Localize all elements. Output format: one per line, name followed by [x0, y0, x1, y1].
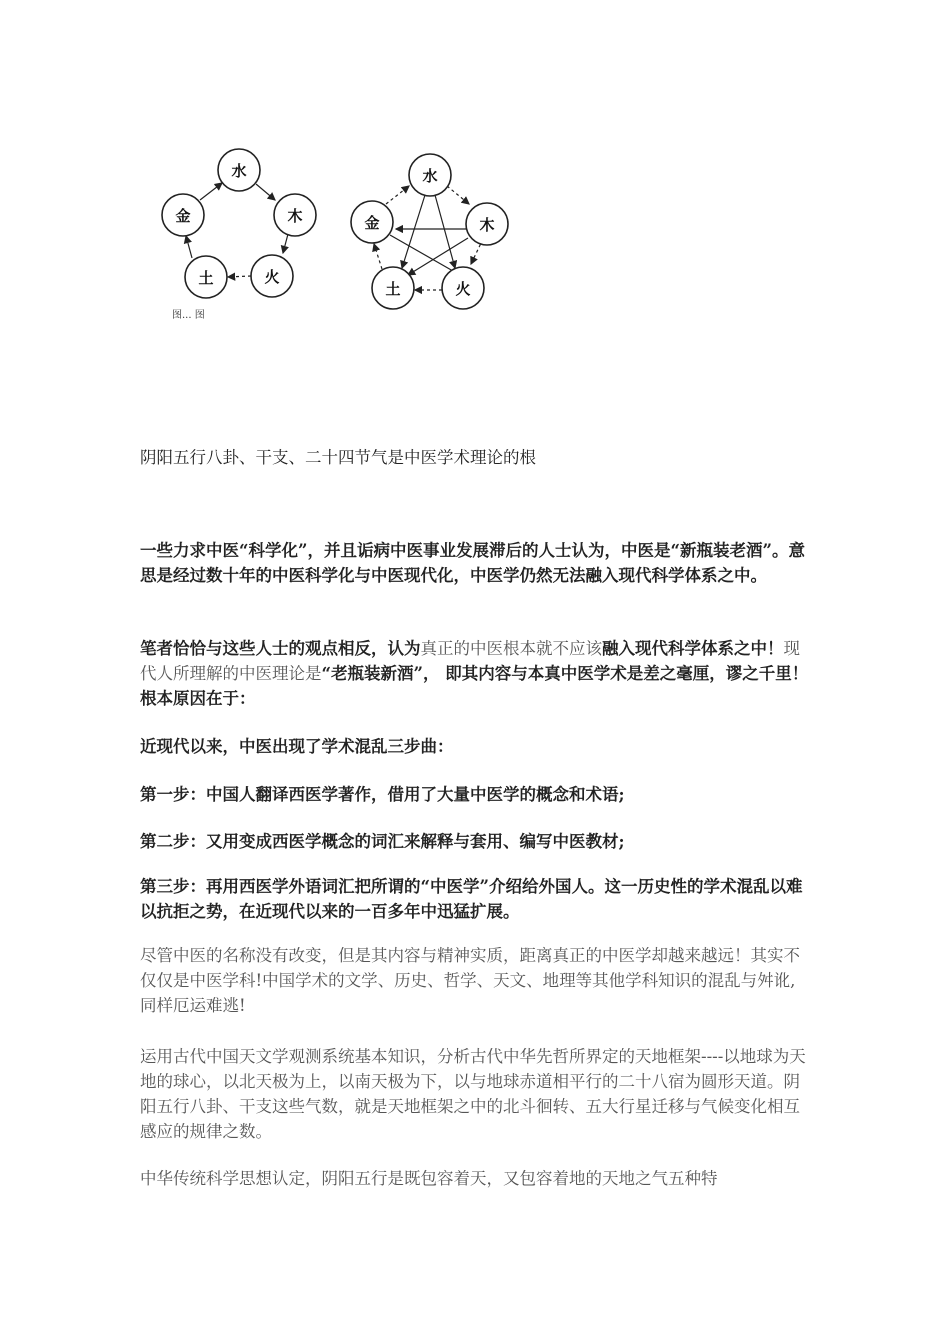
five-elements-svg [150, 140, 530, 320]
edge-r-earth-metal [374, 244, 382, 269]
svg-text:土: 土 [385, 280, 401, 298]
paragraph-8: 运用古代中国天文学观测系统基本知识，分析古代中华先哲所界定的天地框架----以地球为天地的球心，以北天极为上，以南天极为下，以与地球赤道相平行的二十八宿为圆形天道。阴阳五行八卦、干支这些气数，就是天地框架之中的北斗徊转、五大行星迁移与气候变化相互感应的规律之数。 [140, 1047, 806, 1141]
svg-text:木: 木 [287, 207, 303, 225]
edge-r-water-fire [402, 195, 425, 268]
step-1: 第一步：中国人翻译西医学著作，借用了大量中医学的概念和术语; [140, 785, 625, 804]
node-wood-right [466, 203, 508, 245]
node-fire-right [442, 267, 484, 309]
step-3: 第三步：再用西医学外语词汇把所谓的“中医学”介绍给外国人。这一历史性的学术混乱以难以抗拒之势，在近现代以来的一百多年中迅猛扩展。 [140, 877, 803, 921]
section-heading: 阴阳五行八卦、干支、二十四节气是中医学术理论的根 [140, 448, 536, 467]
edge-fire-earth [228, 276, 251, 277]
svg-text:土: 土 [198, 269, 214, 287]
paragraph-1: 一些力求中医“科学化”，并且诟病中医事业发展滞后的人士认为，中医是“新瓶装老酒”。意思是经过数十年的中医科学化与中医现代化，中医学仍然无法融入现代科学体系之中。 [140, 541, 805, 585]
node-wood-left [274, 194, 316, 236]
edge-r-metal-water [386, 186, 409, 204]
svg-text:水: 水 [422, 167, 438, 185]
node-earth-right [372, 267, 414, 309]
svg-text:金: 金 [364, 214, 380, 232]
p2-part-1: 笔者恰恰与这些人士的观点相反，认为 [140, 639, 421, 658]
edge-r-water-wood [447, 186, 469, 204]
p2-part-5: “老瓶装新酒”， 即其内容与本真中医学术是差之毫厘，谬之千里！根本原因在于： [140, 664, 809, 708]
controlling-cycle-diagram [351, 154, 508, 309]
edge-water-wood [256, 184, 275, 200]
generating-cycle-diagram [162, 149, 316, 320]
node-water-right [409, 154, 451, 196]
node-water-left [218, 149, 260, 191]
edge-metal-water [200, 183, 222, 200]
node-earth-left [185, 256, 227, 298]
p2-part-4: 现代人所理解的中医理论是 [140, 639, 800, 683]
step-2: 第二步：又用变成西医学概念的词汇来解释与套用、编写中医教材; [140, 832, 625, 851]
svg-text:水: 水 [231, 162, 247, 180]
node-metal-right [351, 201, 393, 243]
node-fire-left [251, 255, 293, 297]
svg-text:火: 火 [264, 268, 280, 286]
node-metal-left [162, 194, 204, 236]
paragraph-3: 近现代以来，中医出现了学术混乱三步曲： [140, 737, 454, 756]
edge-earth-metal [186, 236, 192, 258]
svg-text:金: 金 [175, 207, 191, 225]
caption-fragment: 图... 图 [172, 310, 205, 320]
five-elements-diagram [150, 140, 530, 320]
edge-wood-fire [283, 234, 288, 253]
paragraph-9: 中华传统科学思想认定，阴阳五行是既包容着天，又包容着地的天地之气五种特 [140, 1169, 718, 1188]
svg-text:火: 火 [455, 280, 471, 298]
paragraph-2 [140, 636, 810, 711]
p2-part-2: 真正的中医根本就不应该 [420, 639, 602, 658]
svg-text:木: 木 [479, 216, 495, 234]
p2-part-3: 融入现代科学体系之中！ [602, 639, 784, 658]
paragraph-7: 尽管中医的名称没有改变，但是其内容与精神实质，距离真正的中医学却越来越远！其实不仅仅是中医学科!中国学术的文学、历史、哲学、天文、地理等其他学科知识的混乱与舛讹,同样厄运难逃! [140, 946, 800, 1015]
